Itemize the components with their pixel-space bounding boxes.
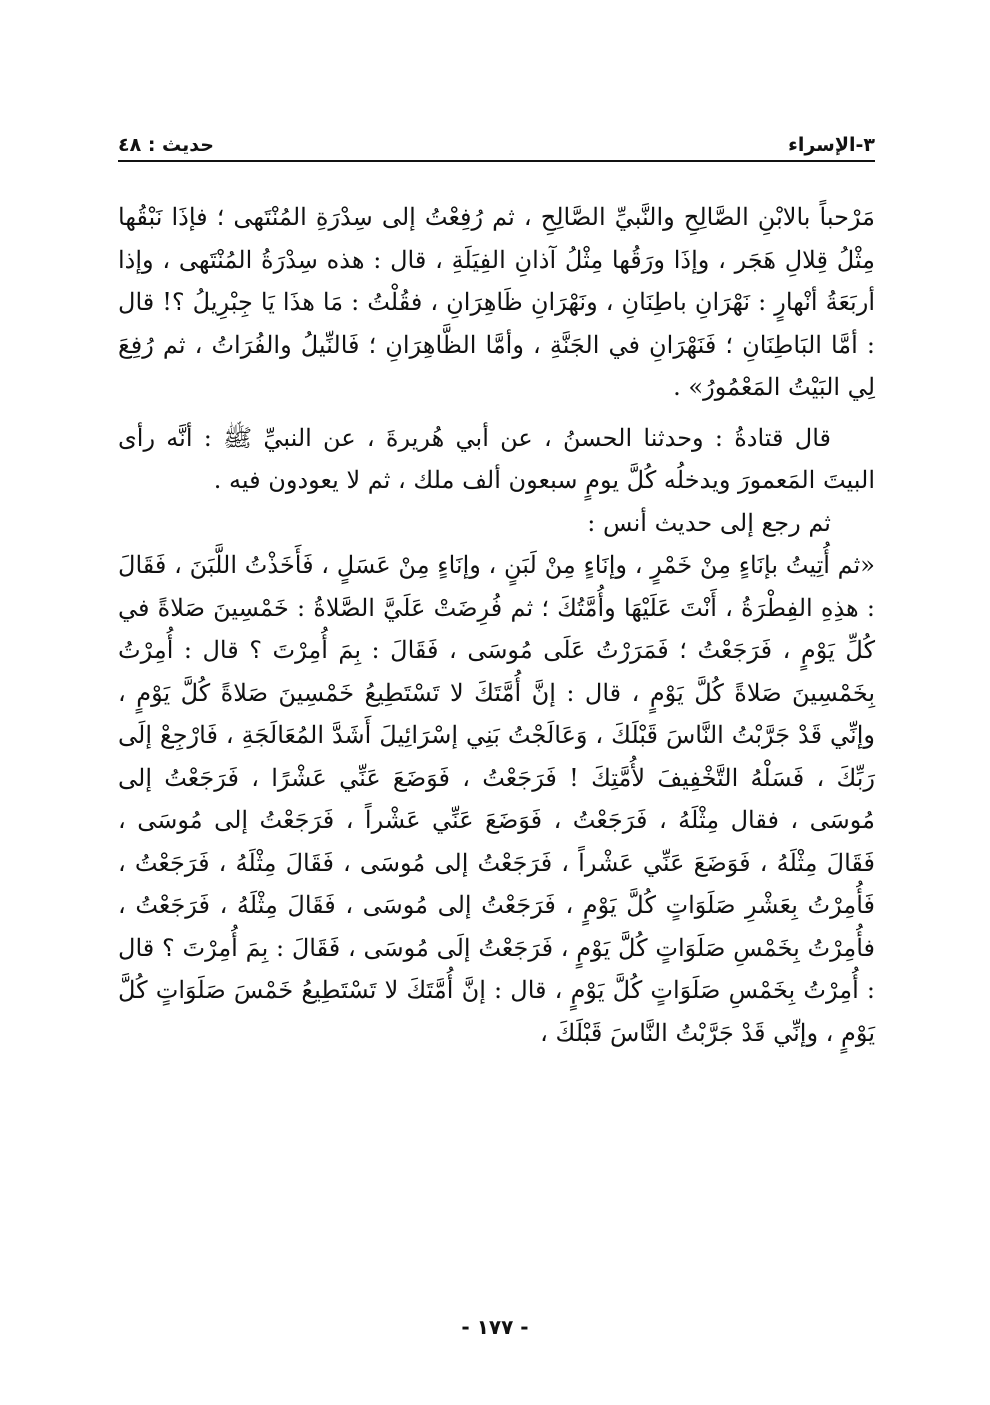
paragraph-return-to-anas: ثم رجع إلى حديث أنس : <box>587 508 831 537</box>
hadith-number: حديث : ٤٨ <box>118 134 214 156</box>
paragraph-qatada-narration: قال قتادةُ : وحدثنا الحسنُ ، عن أبي هُريرةَ ، عن النبيِّ ﷺ : أنَّه رأى البيتَ المَعمورَ ويدخلُه كُلَّ يومٍ سبعون ألف ملك ، ثم لا يعودون فيه . <box>118 423 875 494</box>
chapter-title: ٣-الإسراء <box>788 134 875 156</box>
paragraph-hadith-continuation: مَرْحباً بالابْنِ الصَّالِحِ والنَّبيِّ الصَّالِحِ ، ثم رُفِعْتُ إلى سِدْرَةِ المُنْتَهى ؛ فإذَا نَبْقُها مِثْلُ قِلالِ هَجَر ، وإذَا ورَقُها مِثْلُ آذانِ الفِيَلَةِ ، قال : هذه سِدْرَةُ المُنْتَهى ، وإذا أربَعَةُ أنْهارٍ : نَهْرَانِ باطِنَانِ ، ونَهْرَانِ ظَاهِرَانِ ، فقُلْتُ : مَا هذَا يَا جِبْرِيلُ ؟! قال : أمَّا البَاطِنَانِ ؛ فَنَهْرَانِ في الجَنَّةِ ، وأمَّا الظَّاهِرَانِ ؛ فَالنِّيلُ والفُرَاتُ ، ثم رُفِعَ لِي البَيْتُ المَعْمُورُ» . <box>118 203 875 401</box>
body-text <box>118 196 875 1054</box>
paragraph-prayer-narration: «ثم أُتِيتُ بإنَاءٍ مِنْ خَمْرٍ ، وإنَاءٍ مِنْ لَبَنٍ ، وإنَاءٍ مِنْ عَسَلٍ ، فَأَخَذْتُ اللَّبَنَ ، فَقَالَ : هذِهِ الفِطْرَةُ ، أَنْتَ عَلَيْهَا وأُمَّتُكَ ؛ ثم فُرِضَتْ عَلَيَّ الصَّلاةُ : خَمْسِينَ صَلاةً في كُلِّ يَوْمٍ ، فَرَجَعْتُ ؛ فَمَرَرْتُ عَلَى مُوسَى ، فَقَالَ : بِمَ أُمِرْتَ ؟ قال : أُمِرْتُ بِخَمْسِينَ صَلاةً كُلَّ يَوْمٍ ، قال : إنَّ أُمَّتَكَ لا تَسْتَطِيعُ خَمْسِينَ صَلاةً كُلَّ يَوْمٍ ، وإنِّي قَدْ جَرَّبْتُ النَّاسَ قَبْلَكَ ، وَعَالَجْتُ بَنِي إسْرَائِيلَ أَشَدَّ المُعَالَجَةِ ، فَارْجِعْ إلَى رَبِّكَ ، فَسَلْهُ التَّخْفِيفَ لأُمَّتِكَ ! فَرَجَعْتُ ، فَوَضَعَ عَنِّي عَشْرًا ، فَرَجَعْتُ إلى مُوسَى ، فقال مِثْلَهُ ، فَرَجَعْتُ ، فَوَضَعَ عَنِّي عَشْراً ، فَرَجَعْتُ إلى مُوسَى ، فَقَالَ مِثْلَهُ ، فَوَضَعَ عَنِّي عَشْراً ، فَرَجَعْتُ إلى مُوسَى ، فَقَالَ مِثْلَهُ ، فَرَجَعْتُ ، فَأُمِرْتُ بِعَشْرِ صَلَوَاتٍ كُلَّ يَوْمٍ ، فَرَجَعْتُ إلى مُوسَى ، فَقَالَ مِثْلَهُ ، فَرَجَعْتُ ، فأُمِرْتُ بِخَمْسِ صَلَوَاتٍ كُلَّ يَوْمٍ ، فَرَجَعْتُ إلَى مُوسَى ، فَقَالَ : بِمَ أُمِرْتَ ؟ قال : أُمِرْتُ بِخَمْسِ صَلَوَاتٍ كُلَّ يَوْمٍ ، قال : إنَّ أُمَّتَكَ لا تَسْتَطِيعُ خَمْسَ صَلَوَاتٍ كُلَّ يَوْمٍ ، وإنِّي قَدْ جَرَّبْتُ النَّاسَ قَبْلَكَ ، <box>118 551 875 1047</box>
running-header <box>118 122 875 156</box>
header-divider <box>118 160 875 162</box>
page-number: - ١٧٧ - <box>461 1315 529 1339</box>
